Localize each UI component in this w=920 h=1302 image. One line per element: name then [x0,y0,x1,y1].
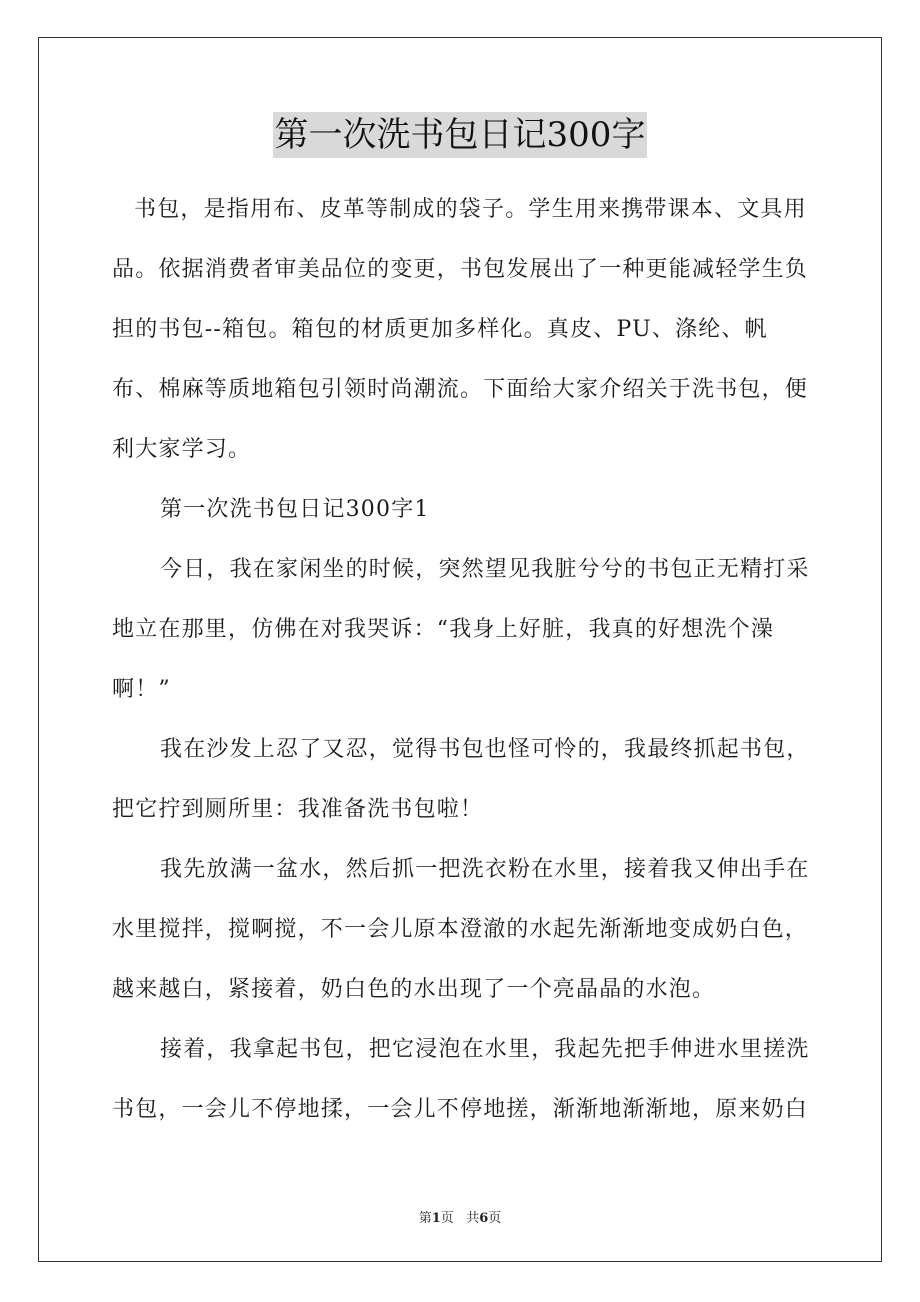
paragraph: 我先放满一盆水，然后抓一把洗衣粉在水里，接着我又伸出手在水里搅拌，搅啊搅，不一会儿原本澄澈的水起先渐渐地变成奶白色，越来越白，紧接着，奶白色的水出现了一个亮晶晶的水泡。 [112,857,810,1002]
document-body [112,180,812,1140]
page-footer [0,1207,920,1226]
paragraph-intro: 书包，是指用布、皮革等制成的袋子。学生用来携带课本、文具用品。依据消费者审美品位的变更，书包发展出了一种更能减轻学生负担的书包--箱包。箱包的材质更加多样化。真皮、PU、涤纶、帆布、棉麻等质地箱包引领时尚潮流。下面给大家介绍关于洗书包，便利大家学习。 [112,197,809,462]
paragraph: 今日，我在家闲坐的时候，突然望见我脏兮兮的书包正无精打采地立在那里，仿佛在对我哭诉：“我身上好脏，我真的好想洗个澡啊！” [112,557,810,702]
title-container [0,112,920,158]
paragraph: 我在沙发上忍了又忍，觉得书包也怪可怜的，我最终抓起书包，把它拧到厕所里：我准备洗书包啦！ [112,737,810,822]
footer-total-prefix: 共 [466,1211,480,1226]
document-title: 第一次洗书包日记300字 [273,112,648,158]
footer-total-pages: 6 [479,1211,489,1226]
footer-page-number: 1 [431,1211,441,1226]
footer-page-unit: 页 [440,1211,454,1226]
footer-total-unit: 页 [488,1211,502,1226]
paragraph: 接着，我拿起书包，把它浸泡在水里，我起先把手伸进水里搓洗书包，一会儿不停地揉，一会儿不停地搓，渐渐地渐渐地，原来奶白 [112,1037,810,1122]
section-heading: 第一次洗书包日记300字1 [160,497,430,522]
footer-prefix: 第 [418,1211,432,1226]
